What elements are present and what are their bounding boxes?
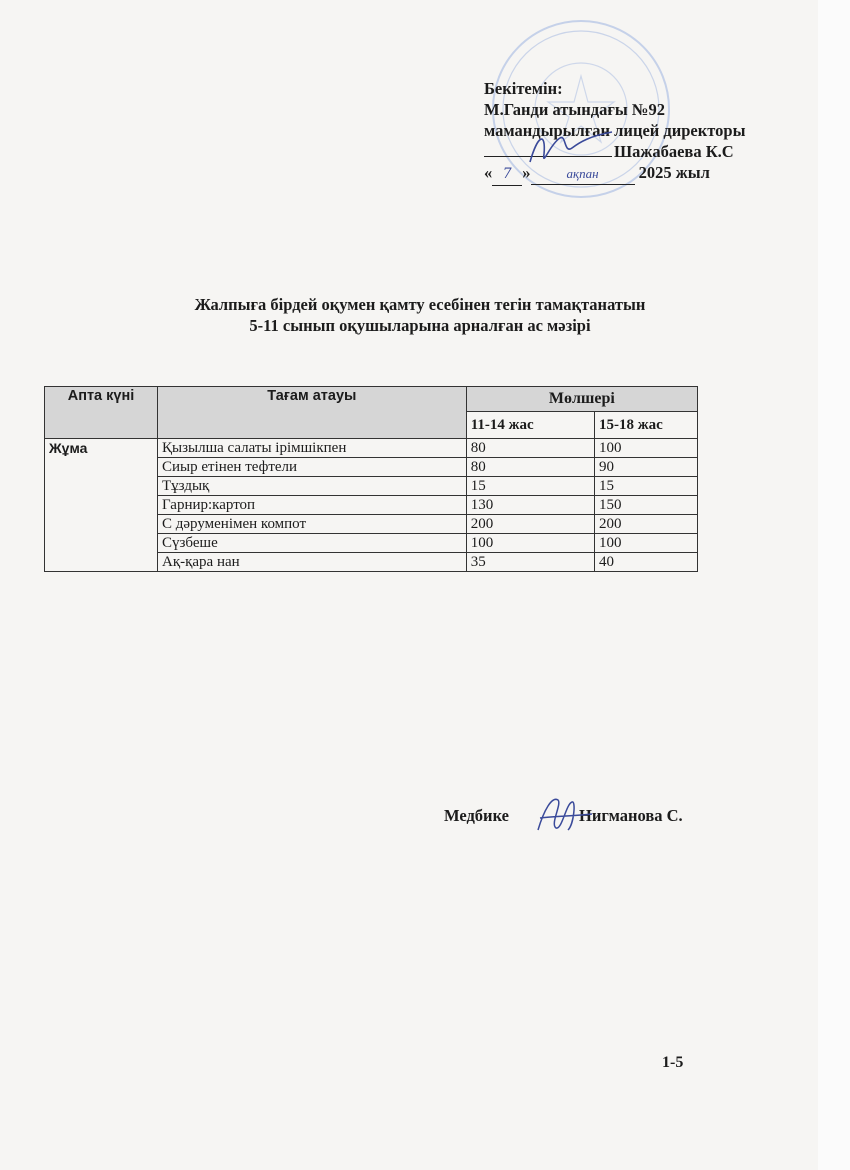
date-quote-open: « — [484, 163, 493, 182]
header-day: Апта күні — [45, 387, 158, 439]
amount-15-18-cell: 150 — [594, 496, 697, 515]
date-month: ақпан — [531, 163, 635, 185]
amount-11-14-cell: 130 — [466, 496, 594, 515]
amount-11-14-cell: 200 — [466, 515, 594, 534]
amount-15-18-cell: 100 — [594, 439, 697, 458]
header-dish: Тағам атауы — [158, 387, 467, 439]
nurse-signature — [530, 790, 596, 842]
amount-15-18-cell: 100 — [594, 534, 697, 553]
amount-11-14-cell: 80 — [466, 439, 594, 458]
dish-cell: Ақ-қара нан — [158, 553, 467, 572]
amount-11-14-cell: 100 — [466, 534, 594, 553]
dish-cell: Сиыр етінен тефтели — [158, 458, 467, 477]
dish-cell: Гарнир:картоп — [158, 496, 467, 515]
heading-line-1: Жалпыға бірдей оқумен қамту есебінен тегін тамақтанатын — [194, 295, 646, 314]
date-year: 2025 жыл — [638, 163, 710, 182]
nurse-name: Нигманова С. — [579, 806, 683, 825]
day-cell: Жұма — [45, 439, 158, 572]
page-number: 1-5 — [662, 1054, 684, 1071]
approval-title: Бекітемін: — [484, 79, 563, 98]
heading-line-2: 5-11 сынып оқушыларына арналған ас мәзірі — [249, 316, 591, 335]
amount-15-18-cell: 200 — [594, 515, 697, 534]
dish-cell: Тұздық — [158, 477, 467, 496]
menu-table — [44, 386, 698, 572]
page-edge — [818, 0, 850, 1170]
amount-15-18-cell: 90 — [594, 458, 697, 477]
approval-position: мамандырылған лицей директоры — [484, 121, 746, 140]
director-name: Шажабаева К.С — [614, 142, 734, 161]
date-quote-close: » — [522, 163, 531, 182]
approval-school: М.Ганди атындағы №92 — [484, 100, 665, 119]
header-amount: Мөлшері — [466, 387, 697, 412]
header-age-11-14: 11-14 жас — [466, 412, 594, 439]
dish-cell: Сүзбеше — [158, 534, 467, 553]
amount-15-18-cell: 15 — [594, 477, 697, 496]
amount-11-14-cell: 35 — [466, 553, 594, 572]
date-day: 7 — [492, 164, 522, 186]
amount-11-14-cell: 15 — [466, 477, 594, 496]
table-row — [45, 439, 698, 458]
menu-heading — [120, 294, 720, 336]
dish-cell: Қызылша салаты ірімшікпен — [158, 439, 467, 458]
dish-cell: С дәруменімен компот — [158, 515, 467, 534]
amount-11-14-cell: 80 — [466, 458, 594, 477]
director-signature — [520, 124, 620, 174]
header-age-15-18: 15-18 жас — [594, 412, 697, 439]
amount-15-18-cell: 40 — [594, 553, 697, 572]
nurse-role: Медбике — [444, 806, 509, 825]
